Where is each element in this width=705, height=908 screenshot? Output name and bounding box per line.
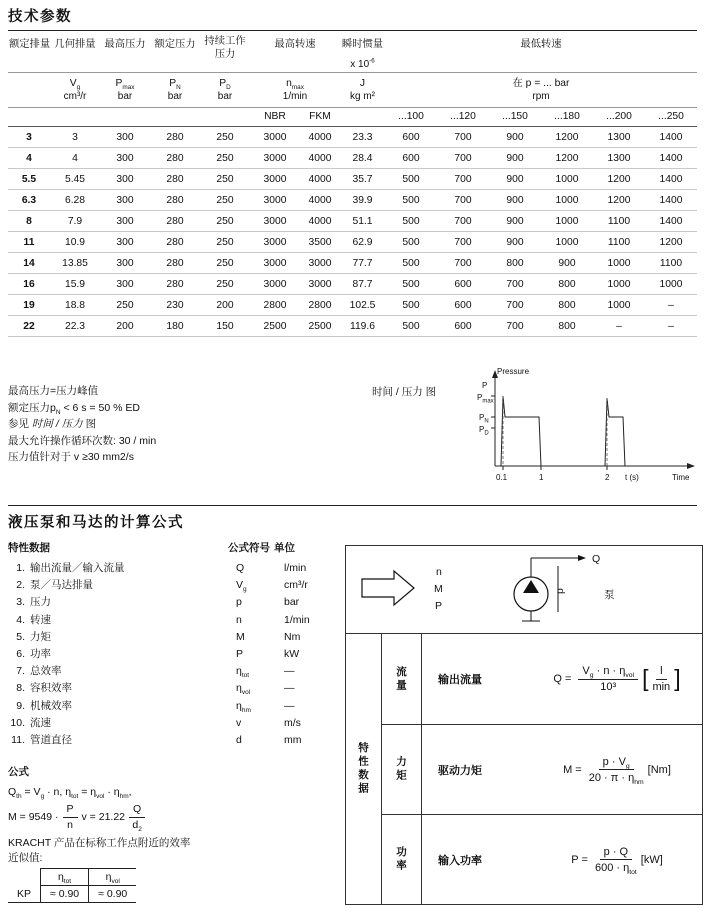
flow-formula-row bbox=[422, 634, 702, 724]
col-continuous-pressure: 持续工作压力 bbox=[200, 31, 250, 73]
col-geometric-displacement: 几何排量 bbox=[50, 31, 100, 73]
header-unit: 单位 bbox=[274, 542, 295, 554]
row-size: 11 bbox=[8, 232, 50, 253]
table-row: 8 7.9 300 280 250 3000 4000 51.1 500 700 900 1000 1100 1400 bbox=[8, 211, 697, 232]
tech-params-table bbox=[8, 30, 697, 337]
torque-desc: 驱动力矩 bbox=[438, 764, 482, 777]
calculation-box bbox=[345, 545, 703, 905]
pump-diagram-cell bbox=[346, 546, 702, 634]
col-max-speed: 最高转速 bbox=[250, 31, 340, 73]
table-row: 3 3 300 280 250 3000 4000 23.3 600 700 900 1200 1300 1400 bbox=[8, 127, 697, 148]
label-p: P bbox=[482, 381, 488, 390]
label-q: Q bbox=[592, 553, 601, 565]
label-pmax: $P_{max}$ bbox=[477, 393, 494, 405]
section1-title: 技术参数 bbox=[8, 9, 72, 25]
sym-j: J kg m² bbox=[340, 73, 385, 108]
note-line: 参见 时间 / 压力 图 bbox=[8, 418, 97, 430]
list-item: 7. 总效率 $\eta_{tot}$ — bbox=[16, 665, 295, 680]
col-p150: ...150 bbox=[489, 108, 541, 127]
characteristic-data-list bbox=[8, 540, 343, 749]
table-row: 6.3 6.28 300 280 250 3000 4000 39.9 500 700 900 1000 1200 1400 bbox=[8, 190, 697, 211]
pump-diagram bbox=[346, 546, 686, 632]
col-max-pressure: 最高压力 bbox=[100, 31, 150, 73]
sym-pmax: $P_{max}$ bar bbox=[100, 73, 150, 108]
kp-label: KP bbox=[8, 886, 41, 903]
label-pump: 泵 bbox=[604, 589, 615, 601]
col-rated-pressure: 额定压力 bbox=[150, 31, 200, 73]
tick-2: 2 bbox=[605, 473, 610, 482]
sym-nmax: $n_{max}$ 1/min bbox=[250, 73, 340, 108]
list-item: 5. 力矩 M Nm bbox=[16, 630, 301, 643]
formulas-block bbox=[8, 764, 149, 834]
group-header-row bbox=[8, 31, 697, 73]
list-item: 1. 输出流量／输入流量 Q l/min bbox=[16, 562, 307, 574]
label-m: M bbox=[434, 583, 443, 595]
row-size: 14 bbox=[8, 253, 50, 274]
col-p250: ...250 bbox=[645, 108, 697, 127]
list-item: 11. 管道直径 d mm bbox=[11, 734, 302, 747]
tick-01: 0.1 bbox=[496, 473, 508, 482]
formulas-title: 公式 bbox=[8, 766, 29, 778]
category-power: 功率 bbox=[382, 814, 422, 904]
label-p-side: p bbox=[554, 588, 566, 594]
inertia-label: 瞬时惯量 bbox=[341, 39, 384, 50]
list-item: 2. 泵／马达排量 $V_g$ cm³/r bbox=[16, 579, 308, 594]
torque-formula: M = $\frac{p \cdot V_g}{20 \cdot \pi \cdot \eta_{hm}}$ [Nm] bbox=[563, 755, 671, 786]
chart-caption: 时间 / 压力 图 bbox=[372, 386, 437, 398]
sym-vg: $V_g$ cm³/r bbox=[50, 73, 100, 108]
list-item: 8. 容积效率 $\eta_{vol}$ — bbox=[16, 682, 295, 697]
row-size: 16 bbox=[8, 274, 50, 295]
row-size: 3 bbox=[8, 127, 50, 148]
eta-tot-value: ≈ 0.90 bbox=[41, 886, 89, 903]
table-row: 4 4 300 280 250 3000 4000 28.4 600 700 900 1200 1300 1400 bbox=[8, 148, 697, 169]
tick-1: 1 bbox=[539, 473, 544, 482]
header-name: 特性数据 bbox=[8, 542, 50, 554]
flow-desc: 输出流量 bbox=[438, 674, 482, 686]
torque-formula-row bbox=[422, 724, 702, 814]
table-row: 16 15.9 300 280 250 3000 3000 87.7 500 600 700 800 1000 1000 bbox=[8, 274, 697, 295]
note-line: 最大允许操作循环次数: 30 / min bbox=[8, 434, 157, 447]
row-size: 5.5 bbox=[8, 169, 50, 190]
table-row: 19 18.8 250 230 200 2800 2800 102.5 500 600 700 800 1000 – bbox=[8, 295, 697, 316]
row-size: 19 bbox=[8, 295, 50, 316]
list-item: 10. 流速 v m/s bbox=[10, 716, 301, 729]
row-size: 22 bbox=[8, 316, 50, 337]
chart-y-title: Pressure bbox=[497, 367, 530, 376]
section2-divider bbox=[8, 505, 697, 532]
symbol-header-row bbox=[8, 73, 697, 108]
power-formula-row bbox=[422, 814, 702, 904]
table-row: 5.5 5.45 300 280 250 3000 4000 35.7 500 700 900 1000 1200 1400 bbox=[8, 169, 697, 190]
time-label: Time bbox=[672, 473, 690, 482]
kracht-note: KRACHT 产品在标称工作点附近的效率 近似值: bbox=[8, 837, 191, 864]
list-item: 9. 机械效率 $\eta_{hm}$ — bbox=[16, 699, 295, 714]
kp-efficiency-table bbox=[8, 868, 136, 903]
formula-line-1: $Q_{th} = V_g \cdot n$, $\eta_{tot} = \eta_{vol} \cdot \eta_{hm}$, bbox=[8, 786, 132, 801]
list-item: 4. 转速 n 1/min bbox=[16, 613, 310, 626]
formula-grid bbox=[346, 634, 702, 904]
col-p200: ...200 bbox=[593, 108, 645, 127]
table-row: 22 22.3 200 180 150 2500 2500 119.6 500 600 700 800 – – bbox=[8, 316, 697, 337]
col-p120: ...120 bbox=[437, 108, 489, 127]
label-n: n bbox=[436, 566, 442, 578]
row-size: 4 bbox=[8, 148, 50, 169]
row-size: 6.3 bbox=[8, 190, 50, 211]
side-label-cell: 特性数据 bbox=[346, 634, 382, 904]
col-fkm: FKM bbox=[300, 108, 340, 127]
sym-pd: $P_D$ bar bbox=[200, 73, 250, 108]
formula-line-2: M = 9549 · $\frac{P}{n}$ v = 21.22 $\frac{Q}{d_2}$ bbox=[8, 803, 149, 831]
tech-table-body bbox=[8, 127, 697, 337]
power-formula: P = $\frac{p \cdot Q}{600 \cdot \eta_{tot}}$ [kW] bbox=[571, 845, 663, 876]
sub-header-row bbox=[8, 108, 697, 127]
header-symbol: 公式符号 bbox=[228, 542, 270, 554]
list-header bbox=[8, 540, 343, 555]
input-arrow-icon bbox=[362, 571, 414, 605]
notes bbox=[8, 383, 156, 466]
category-torque: 力矩 bbox=[382, 724, 422, 814]
eta-tot-header: $\eta_{tot}$ bbox=[41, 869, 89, 886]
note-line: 额定压力$p_N < 6$ s = 50 % ED bbox=[8, 401, 140, 416]
category-flow: 流量 bbox=[382, 634, 422, 724]
section2-title: 液压泵和马达的计算公式 bbox=[8, 515, 184, 531]
col-nbr: NBR bbox=[250, 108, 300, 127]
sym-at-pressure: 在 p = ... bar rpm bbox=[385, 73, 697, 108]
table-row: 14 13.85 300 280 250 3000 3000 77.7 500 700 800 900 1000 1100 bbox=[8, 253, 697, 274]
label-p-in: P bbox=[435, 600, 443, 612]
col-p180: ...180 bbox=[541, 108, 593, 127]
col-rated-displacement: 额定排量 bbox=[8, 31, 50, 73]
power-desc: 输入功率 bbox=[438, 854, 482, 867]
char-list-body bbox=[8, 560, 343, 749]
list-item: 6. 功率 P kW bbox=[16, 648, 300, 661]
col-p100: ...100 bbox=[385, 108, 437, 127]
label-pd: $P_D$ bbox=[479, 425, 489, 437]
pressure-time-chart bbox=[475, 362, 703, 504]
note-line: 最高压力=压力峰值 bbox=[8, 385, 99, 397]
note-line: 压力值针对于 v ≥30 mm2/s bbox=[8, 451, 134, 463]
inertia-exponent: x $10^{-6}$ bbox=[350, 57, 375, 70]
list-item: 3. 压力 p bar bbox=[16, 596, 300, 609]
col-min-speed: 最低转速 bbox=[385, 31, 697, 73]
eta-vol-header: $\eta_{vol}$ bbox=[89, 869, 137, 886]
sym-pn: $P_N$ bar bbox=[150, 73, 200, 108]
col-inertia bbox=[340, 31, 385, 73]
flow-formula: Q = $\frac{V_g \cdot n \cdot \eta_{vol}}{\text{10³}}$ [ $\frac{l}{\min}$ ] bbox=[553, 664, 681, 693]
x-axis-label: t (s) bbox=[625, 473, 639, 482]
eta-vol-value: ≈ 0.90 bbox=[89, 886, 137, 903]
pump-arrow-icon bbox=[523, 580, 539, 593]
table-row: 11 10.9 300 280 250 3000 3500 62.9 500 700 900 1000 1100 1200 bbox=[8, 232, 697, 253]
label-pn: $P_N$ bbox=[479, 413, 489, 425]
row-size: 8 bbox=[8, 211, 50, 232]
